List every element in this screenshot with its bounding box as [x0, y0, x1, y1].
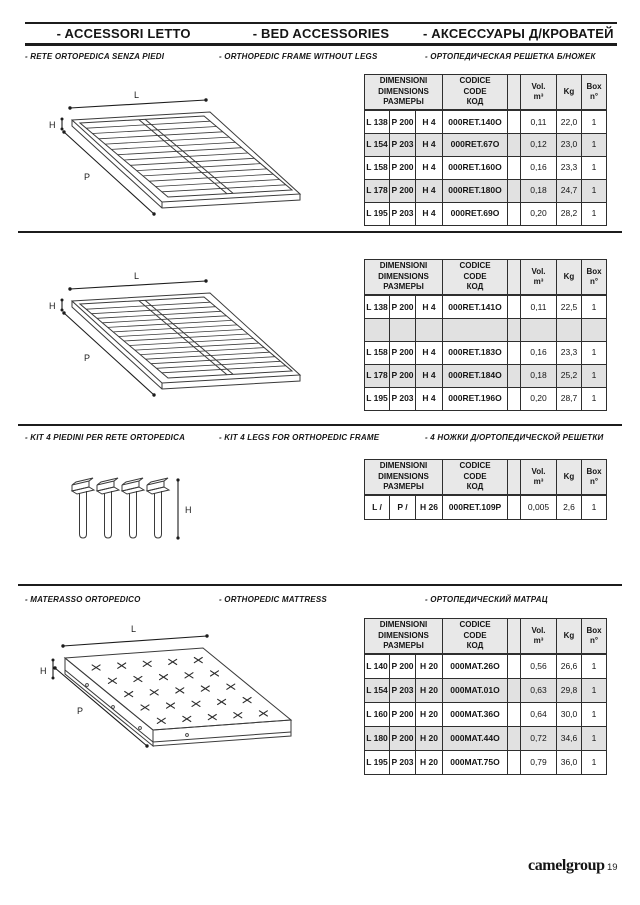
- cell-length: L 195: [365, 202, 390, 225]
- cell-gap: [508, 678, 521, 702]
- col-code: CODICE CODE КОД: [443, 75, 508, 111]
- section4-title-it: - MATERASSO ORTOPEDICO: [25, 595, 141, 604]
- col-code: CODICE CODE КОД: [443, 619, 508, 655]
- spec-table-frame-2: [364, 259, 607, 411]
- spec-table-legs: [364, 459, 607, 520]
- cell-depth: P 200: [390, 295, 416, 318]
- cell-length: L 138: [365, 110, 390, 133]
- section-divider-3: [18, 584, 622, 586]
- cell-length: L 158: [365, 156, 390, 179]
- cell-box: 1: [582, 133, 607, 156]
- cell-volume: 0,12: [521, 133, 557, 156]
- svg-text:H: H: [49, 120, 56, 130]
- section3-title-ru: - 4 НОЖКИ Д/ОРТОПЕДИЧЕСКОЙ РЕШЕТКИ: [425, 433, 604, 442]
- cell-gap: [508, 295, 521, 318]
- dimension-arrow-p: [62, 311, 155, 396]
- page-title-it: - ACCESSORI LETTO: [56, 26, 191, 41]
- cell-gap: [508, 156, 521, 179]
- cell-height: H 4: [416, 133, 443, 156]
- leg: [147, 478, 169, 538]
- table-row: [365, 364, 607, 387]
- cell-box: 1: [582, 495, 607, 519]
- svg-text:P: P: [77, 706, 84, 716]
- leg: [97, 478, 119, 538]
- cell-code: 000RET.109P: [443, 495, 508, 519]
- cell-gap: [508, 387, 521, 410]
- cell-depth: P 200: [390, 156, 416, 179]
- cell-box: 1: [582, 110, 607, 133]
- cell-gap: [508, 179, 521, 202]
- svg-text:H: H: [40, 666, 47, 676]
- col-kg: Kg: [557, 460, 582, 496]
- section3-title-it: - KIT 4 PIEDINI PER RETE ORTOPEDICA: [25, 433, 186, 442]
- cell-box: 1: [582, 678, 607, 702]
- cell-box: 1: [582, 726, 607, 750]
- cell-volume: 0,16: [521, 341, 557, 364]
- cell-height: H 4: [416, 295, 443, 318]
- cell-code: 000MAT.26O: [443, 654, 508, 678]
- cell-depth: P 200: [390, 110, 416, 133]
- table-row: [365, 341, 607, 364]
- cell-length: L /: [365, 495, 390, 519]
- cell-height: H 20: [416, 750, 443, 774]
- section1-title-it: - RETE ORTOPEDICA SENZA PIEDI: [25, 52, 165, 61]
- col-vol: Vol. m³: [521, 460, 557, 496]
- table-row: [365, 387, 607, 410]
- cell-gap: [508, 364, 521, 387]
- table-row: [365, 702, 607, 726]
- cell-box: 1: [582, 750, 607, 774]
- cell-code: 000RET.184O: [443, 364, 508, 387]
- cell-code: 000RET.196O: [443, 387, 508, 410]
- table-header-row: [365, 460, 607, 496]
- dimension-arrow-p: [53, 666, 148, 747]
- col-vol: Vol. m³: [521, 260, 557, 296]
- frame-slats: [86, 302, 286, 373]
- cell-box: 1: [582, 202, 607, 225]
- cell-length: L 195: [365, 750, 390, 774]
- cell-length: L 160: [365, 702, 390, 726]
- col-vol: Vol. m³: [521, 619, 557, 655]
- svg-text:P: P: [84, 172, 91, 182]
- cell-code: 000RET.160O: [443, 156, 508, 179]
- cell-box: 1: [582, 156, 607, 179]
- cell-depth: P 200: [390, 702, 416, 726]
- svg-text:L: L: [131, 624, 137, 634]
- page-title-en: - BED ACCESSORIES: [252, 26, 390, 41]
- cell-gap: [508, 726, 521, 750]
- table-row: [365, 495, 607, 519]
- col-kg: Kg: [557, 75, 582, 111]
- cell-code: 000RET.140O: [443, 110, 508, 133]
- cell-weight: 28,7: [557, 387, 582, 410]
- section-divider-1: [18, 231, 622, 233]
- cell-volume: 0,11: [521, 110, 557, 133]
- section4-title-en: - ORTHOPEDIC MATTRESS: [219, 595, 327, 604]
- page-number: 19: [607, 862, 618, 873]
- col-kg: Kg: [557, 619, 582, 655]
- svg-text:P: P: [84, 353, 91, 363]
- frame-outline: [72, 293, 300, 389]
- svg-text:H: H: [49, 301, 56, 311]
- cell-gap: [508, 341, 521, 364]
- cell-box: 1: [582, 295, 607, 318]
- cell-code: 000MAT.44O: [443, 726, 508, 750]
- svg-text:H: H: [185, 505, 192, 515]
- table-row: [365, 295, 607, 318]
- cell-height: H 4: [416, 179, 443, 202]
- page-title-ru: - АКСЕССУАРЫ Д/КРОВАТЕЙ: [422, 26, 614, 41]
- cell-gap: [508, 318, 521, 341]
- cell-weight: 24,7: [557, 179, 582, 202]
- col-gap: [508, 75, 521, 111]
- cell-volume: 0,20: [521, 202, 557, 225]
- cell-weight: 22,5: [557, 295, 582, 318]
- cell-height: H 20: [416, 726, 443, 750]
- cell-volume: 0,16: [521, 156, 557, 179]
- cell-height: H 4: [416, 156, 443, 179]
- cell-volume: 0,79: [521, 750, 557, 774]
- table-row: [365, 133, 607, 156]
- col-code: CODICE CODE КОД: [443, 260, 508, 296]
- col-code: CODICE CODE КОД: [443, 460, 508, 496]
- spec-table-mattress: [364, 618, 607, 775]
- cell-volume: 0,005: [521, 495, 557, 519]
- cell-volume: 0,64: [521, 702, 557, 726]
- cell-depth: P 203: [390, 133, 416, 156]
- frame-slats: [86, 121, 286, 192]
- cell-weight: 34,6: [557, 726, 582, 750]
- table-row: [365, 156, 607, 179]
- table-row: [365, 750, 607, 774]
- header-rule-bottom: [25, 43, 617, 46]
- spec-table-frame-1: [364, 74, 607, 226]
- cell-length: L 180: [365, 726, 390, 750]
- cell-code: 000RET.141O: [443, 295, 508, 318]
- table-row: [365, 318, 607, 341]
- cell-height: H 4: [416, 364, 443, 387]
- cell-weight: 30,0: [557, 702, 582, 726]
- cell-height: H 26: [416, 495, 443, 519]
- section1-title-ru: - ОРТОПЕДИЧЕСКАЯ РЕШЕТКА Б/НОЖЕК: [425, 52, 596, 61]
- cell-depth: P 203: [390, 750, 416, 774]
- slatted-frame-diagram-1: [30, 82, 340, 227]
- cell-length: L 158: [365, 341, 390, 364]
- cell-length: L 138: [365, 295, 390, 318]
- cell-length: L 154: [365, 133, 390, 156]
- cell-volume: 0,20: [521, 387, 557, 410]
- frame-outline: [72, 112, 300, 208]
- cell-volume: 0,72: [521, 726, 557, 750]
- col-gap: [508, 619, 521, 655]
- cell-code: 000MAT.75O: [443, 750, 508, 774]
- cell-code: 000MAT.01O: [443, 678, 508, 702]
- cell-height: H 20: [416, 702, 443, 726]
- cell-gap: [508, 750, 521, 774]
- cell-weight: 29,8: [557, 678, 582, 702]
- cell-weight: 23,0: [557, 133, 582, 156]
- cell-volume: 0,18: [521, 179, 557, 202]
- cell-height: [416, 318, 443, 341]
- dimension-arrow-h: [176, 478, 191, 539]
- slatted-frame-diagram-2: [30, 263, 340, 408]
- cell-gap: [508, 702, 521, 726]
- cell-length: L 178: [365, 179, 390, 202]
- table-row: [365, 726, 607, 750]
- cell-height: H 20: [416, 654, 443, 678]
- cell-depth: P 203: [390, 678, 416, 702]
- cell-height: H 4: [416, 202, 443, 225]
- cell-code: 000RET.183O: [443, 341, 508, 364]
- cell-weight: 26,6: [557, 654, 582, 678]
- cell-weight: 36,0: [557, 750, 582, 774]
- section1-title-en: - ORTHOPEDIC FRAME WITHOUT LEGS: [219, 52, 378, 61]
- cell-volume: 0,11: [521, 295, 557, 318]
- cell-weight: 2,6: [557, 495, 582, 519]
- cell-depth: P 200: [390, 179, 416, 202]
- cell-gap: [508, 202, 521, 225]
- cell-depth: P 203: [390, 387, 416, 410]
- cell-volume: 0,18: [521, 364, 557, 387]
- svg-text:L: L: [134, 271, 140, 281]
- cell-volume: 0,56: [521, 654, 557, 678]
- table-header-row: [365, 260, 607, 296]
- table-row: [365, 654, 607, 678]
- section4-title-ru: - ОРТОПЕДИЧЕСКИЙ МАТРАЦ: [425, 595, 548, 604]
- leg: [122, 478, 144, 538]
- cell-box: 1: [582, 702, 607, 726]
- cell-code: 000RET.69O: [443, 202, 508, 225]
- cell-height: H 20: [416, 678, 443, 702]
- cell-code: [443, 318, 508, 341]
- cell-depth: [390, 318, 416, 341]
- col-dimensions: DIMENSIONI DIMENSIONS РАЗМЕРЫ: [365, 75, 443, 111]
- mattress-outline: [65, 648, 291, 746]
- table-row: [365, 678, 607, 702]
- dimension-arrow-l: [61, 624, 208, 648]
- col-box: Box n°: [582, 619, 607, 655]
- cell-volume: 0,63: [521, 678, 557, 702]
- table-row: [365, 202, 607, 225]
- dimension-arrow-h: [40, 659, 55, 680]
- cell-box: 1: [582, 341, 607, 364]
- cell-depth: P 203: [390, 202, 416, 225]
- cell-box: 1: [582, 654, 607, 678]
- col-gap: [508, 460, 521, 496]
- svg-text:L: L: [134, 90, 140, 100]
- cell-gap: [508, 654, 521, 678]
- cell-weight: 28,2: [557, 202, 582, 225]
- section-divider-2: [18, 424, 622, 426]
- cell-gap: [508, 133, 521, 156]
- cell-box: 1: [582, 179, 607, 202]
- cell-box: [582, 318, 607, 341]
- col-dimensions: DIMENSIONI DIMENSIONS РАЗМЕРЫ: [365, 619, 443, 655]
- mattress-diagram: [25, 618, 325, 778]
- cell-height: H 4: [416, 341, 443, 364]
- page-header: [25, 26, 617, 41]
- cell-weight: 23,3: [557, 341, 582, 364]
- cell-length: [365, 318, 390, 341]
- col-dimensions: DIMENSIONI DIMENSIONS РАЗМЕРЫ: [365, 260, 443, 296]
- cell-weight: 22,0: [557, 110, 582, 133]
- cell-weight: [557, 318, 582, 341]
- cell-weight: 25,2: [557, 364, 582, 387]
- cell-volume: [521, 318, 557, 341]
- cell-code: 000RET.180O: [443, 179, 508, 202]
- cell-height: H 4: [416, 387, 443, 410]
- col-box: Box n°: [582, 260, 607, 296]
- cell-length: L 195: [365, 387, 390, 410]
- cell-depth: P /: [390, 495, 416, 519]
- table-row: [365, 110, 607, 133]
- cell-code: 000RET.67O: [443, 133, 508, 156]
- cell-box: 1: [582, 364, 607, 387]
- cell-gap: [508, 110, 521, 133]
- table-header-row: [365, 75, 607, 111]
- cell-length: L 140: [365, 654, 390, 678]
- leg: [72, 478, 94, 538]
- dimension-arrow-p: [62, 130, 155, 215]
- cell-gap: [508, 495, 521, 519]
- cell-depth: P 200: [390, 341, 416, 364]
- cell-code: 000MAT.36O: [443, 702, 508, 726]
- dimension-arrow-l: [68, 271, 207, 291]
- dimension-arrow-h: [49, 299, 64, 312]
- cell-height: H 4: [416, 110, 443, 133]
- cell-depth: P 200: [390, 654, 416, 678]
- col-kg: Kg: [557, 260, 582, 296]
- dimension-arrow-h: [49, 118, 64, 131]
- section3-title-en: - KIT 4 LEGS FOR ORTHOPEDIC FRAME: [219, 433, 380, 442]
- table-header-row: [365, 619, 607, 655]
- cell-depth: P 200: [390, 364, 416, 387]
- cell-weight: 23,3: [557, 156, 582, 179]
- col-gap: [508, 260, 521, 296]
- brand-logo: camelgroup: [528, 857, 605, 874]
- col-box: Box n°: [582, 460, 607, 496]
- col-box: Box n°: [582, 75, 607, 111]
- cell-length: L 178: [365, 364, 390, 387]
- cell-length: L 154: [365, 678, 390, 702]
- legs-diagram: [50, 468, 200, 553]
- cell-depth: P 200: [390, 726, 416, 750]
- dimension-arrow-l: [68, 90, 207, 110]
- col-dimensions: DIMENSIONI DIMENSIONS РАЗМЕРЫ: [365, 460, 443, 496]
- table-row: [365, 179, 607, 202]
- col-vol: Vol. m³: [521, 75, 557, 111]
- header-rule-top: [25, 22, 617, 24]
- cell-box: 1: [582, 387, 607, 410]
